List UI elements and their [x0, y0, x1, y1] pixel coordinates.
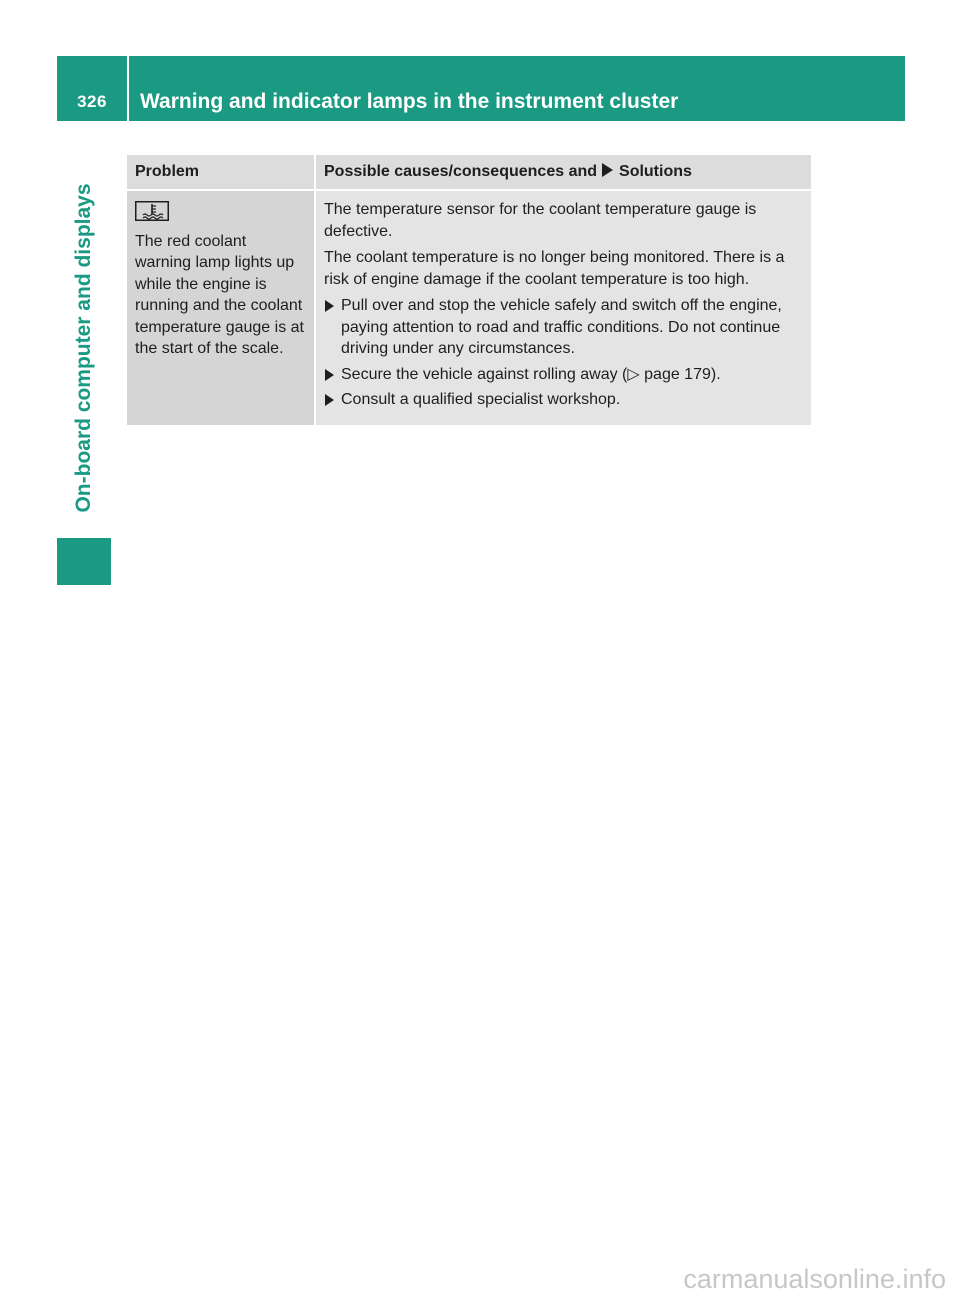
solution-cell	[315, 190, 811, 425]
solution-arrow-icon	[602, 163, 613, 177]
step-arrow-icon	[325, 300, 334, 312]
table-row	[127, 190, 811, 425]
side-tab-marker	[57, 538, 111, 585]
solution-step-text: Secure the vehicle against rolling away (	[341, 365, 628, 383]
problem-cell	[127, 190, 315, 425]
column-header-problem: Problem	[127, 155, 315, 190]
coolant-temperature-icon	[135, 201, 169, 221]
page-header	[57, 56, 905, 121]
page-number: 326	[77, 92, 107, 111]
solution-step	[324, 389, 803, 411]
step-arrow-icon	[325, 369, 334, 381]
column-header-solutions	[315, 155, 811, 190]
watermark: carmanualsonline.info	[683, 1264, 946, 1294]
solution-step	[324, 364, 803, 386]
column-header-solutions-prefix: Possible causes/consequences and	[324, 163, 598, 180]
step-arrow-icon	[325, 394, 334, 406]
solution-step	[324, 295, 803, 360]
section-title: Warning and indicator lamps in the instrument cluster	[140, 90, 679, 113]
column-header-solutions-suffix: Solutions	[619, 163, 692, 180]
cause-text: The temperature sensor for the coolant temperature gauge is defective.	[324, 201, 757, 240]
table-header-row	[127, 155, 811, 190]
side-tab-label: On-board computer and displays	[72, 183, 95, 513]
solution-step-text: Pull over and stop the vehicle safely and switch off the engine, paying attention to road and traffic conditions. Do not continue driving under any circumstances.	[341, 297, 782, 357]
problem-text: The red coolant warning lamp lights up while the engine is running and the coolant temperature gauge is at the start of the scale.	[135, 232, 304, 357]
page-reference-link[interactable]: page 179).	[644, 365, 721, 383]
warning-lamp-table	[127, 155, 811, 425]
solution-step-text: Consult a qualified specialist workshop.	[341, 391, 621, 408]
header-divider	[127, 56, 129, 121]
page-reference-icon: ▷	[627, 365, 640, 383]
consequence-text: The coolant temperature is no longer being monitored. There is a risk of engine damage if the coolant temperature is too high.	[324, 249, 785, 288]
side-tab	[57, 121, 111, 585]
